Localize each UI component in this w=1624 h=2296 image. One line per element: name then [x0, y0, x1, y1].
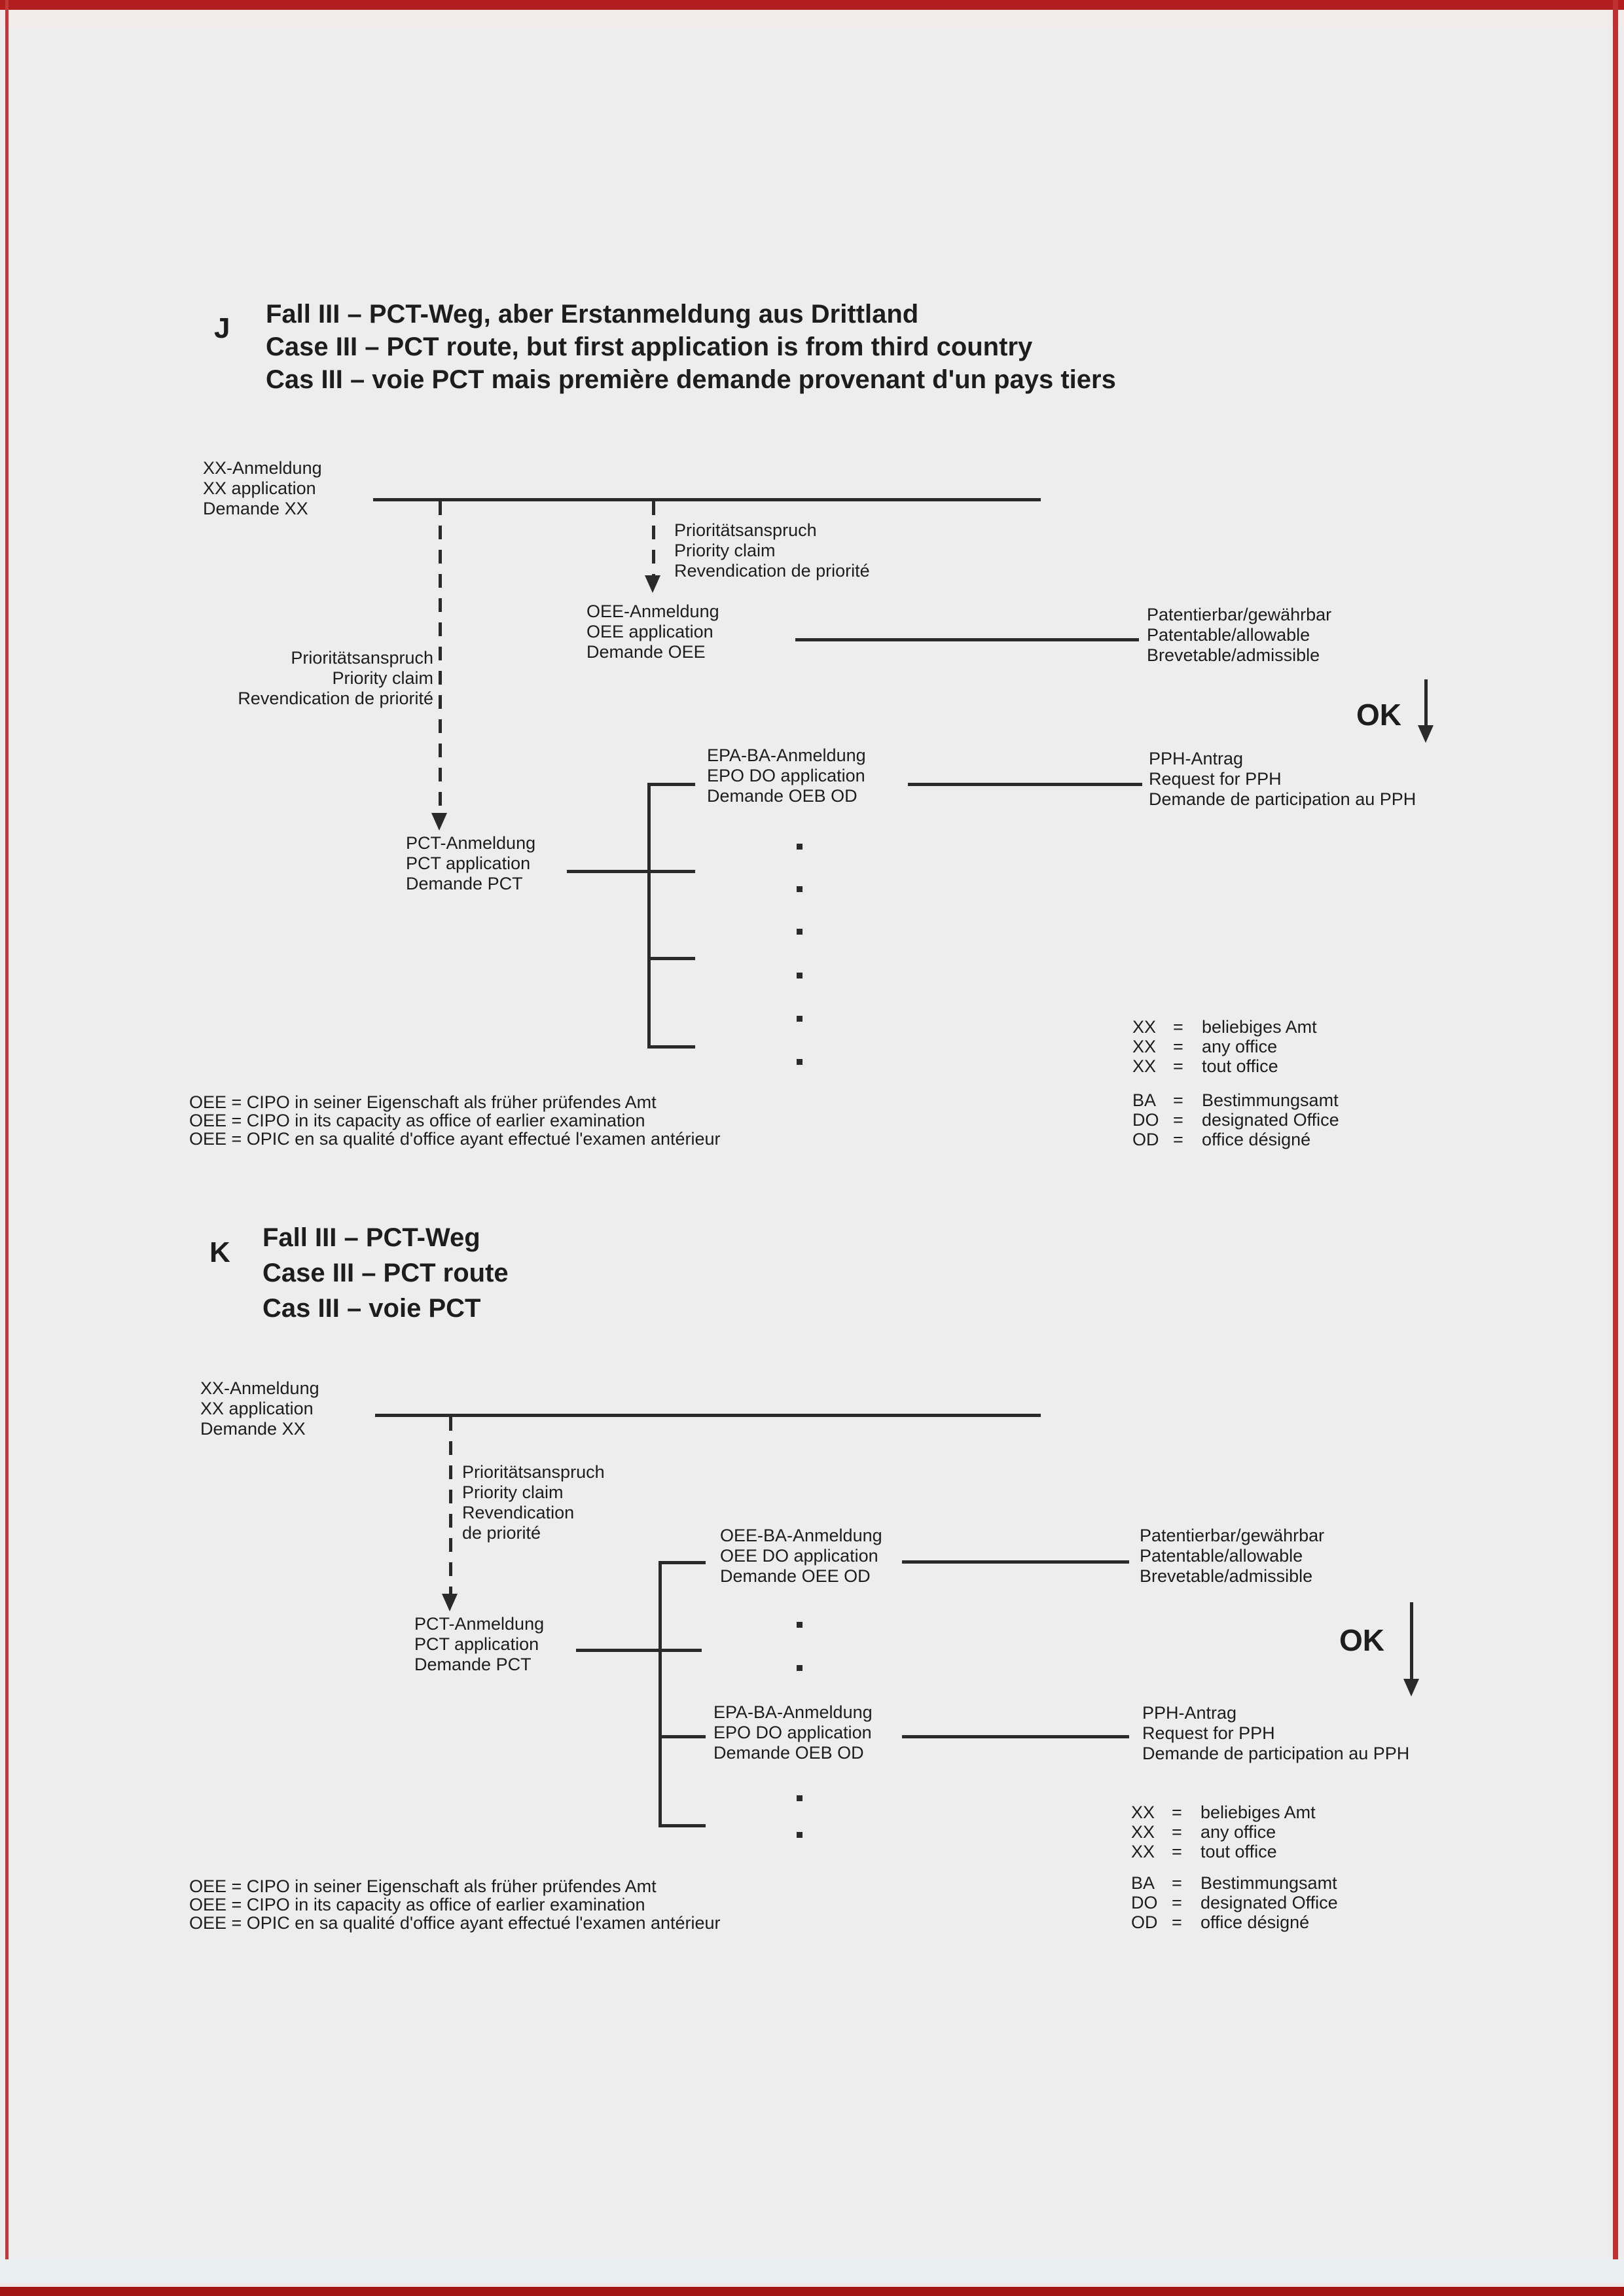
branch-bracket-k [659, 1561, 662, 1827]
branch-tick-top-j [647, 783, 695, 786]
ellipsis-dot [797, 844, 803, 850]
arrow-down-icon [442, 1594, 458, 1611]
branch-tick-bottom-j [647, 1045, 695, 1049]
branch-tick-bottom-k [659, 1824, 706, 1827]
legend-office-j [1132, 1090, 1339, 1149]
ok-arrow-line-j [1424, 679, 1428, 726]
title-line-en: Case III – PCT route [262, 1259, 509, 1287]
label-priority-claim-left-j: Prioritätsanspruch Priority claim Revendication de priorité [238, 648, 433, 708]
arrow-down-icon [431, 813, 447, 831]
ellipsis-dot [797, 1622, 803, 1628]
section-title-j [266, 298, 1116, 396]
ellipsis-dot [797, 973, 803, 978]
ellipsis-dot [797, 1665, 803, 1671]
ellipsis-dot [797, 1016, 803, 1022]
label-oee-ba-application-k: OEE-BA-Anmeldung OEE DO application Demande OEE OD [720, 1526, 882, 1586]
timeline-k [375, 1414, 1041, 1417]
page-border-bottom [0, 2287, 1624, 2296]
label-patentable-j: Patentierbar/gewährbar Patentable/allowable Brevetable/admissible [1147, 605, 1332, 665]
connector-pct-branch-j [567, 870, 695, 873]
label-oee-application-j: OEE-Anmeldung OEE application Demande OEE [586, 601, 719, 662]
arrow-down-icon [1403, 1679, 1419, 1696]
legend-office-k [1131, 1873, 1338, 1932]
ok-arrow-line-k [1410, 1602, 1413, 1680]
scan-strip-bottom [0, 2259, 1624, 2283]
timeline-j [373, 498, 1041, 501]
title-line-fr: Cas III – voie PCT mais première demande provenant d'un pays tiers [266, 365, 1116, 394]
legend-row: OD = office désigné [1132, 1130, 1311, 1149]
connector-pct-branch-k [576, 1649, 702, 1652]
legend-row: XX = tout office [1132, 1056, 1278, 1076]
label-patentable-k: Patentierbar/gewährbar Patentable/allowable Brevetable/admissible [1140, 1526, 1325, 1586]
page-border-left [5, 0, 9, 2296]
branch-tick-mid-k [659, 1735, 706, 1738]
ellipsis-dot [797, 1059, 803, 1065]
arrow-down-icon [645, 575, 660, 593]
label-epa-ba-application-j: EPA-BA-Anmeldung EPO DO application Demande OEB OD [707, 745, 866, 806]
branch-tick-top-k [659, 1561, 706, 1564]
legend-row: XX = beliebiges Amt [1132, 1017, 1317, 1037]
arrow-down-icon [1418, 725, 1434, 743]
page-border-top [0, 0, 1624, 10]
ellipsis-dot [797, 886, 803, 892]
legend-xx-k [1131, 1803, 1316, 1861]
legend-row: XX = tout office [1131, 1842, 1277, 1861]
legend-row: DO = designated Office [1132, 1110, 1339, 1130]
connector-oee-ba-patentable-k [902, 1560, 1129, 1564]
legend-row: DO = designated Office [1131, 1893, 1338, 1912]
connector-epa-pph-k [902, 1735, 1129, 1738]
footnotes-j: OEE = CIPO in seiner Eigenschaft als früher prüfendes Amt OEE = CIPO in its capacity as office of earlier examination OEE = OPIC en sa qualité d'office ayant effectué l'examen antérieur [189, 1092, 721, 1149]
ok-label-j: OK [1356, 698, 1401, 732]
section-letter-k: K [209, 1236, 230, 1268]
title-line-de: Fall III – PCT-Weg [262, 1223, 480, 1252]
ellipsis-dot [797, 1832, 803, 1838]
dashed-priority-line-pct-k [449, 1417, 452, 1596]
title-line-fr: Cas III – voie PCT [262, 1294, 481, 1323]
title-line-de: Fall III – PCT-Weg, aber Erstanmeldung aus Drittland [266, 300, 919, 329]
label-priority-claim-k: Prioritätsanspruch Priority claim Revendication de priorité [462, 1462, 605, 1543]
label-xx-application-j: XX-Anmeldung XX application Demande XX [203, 458, 322, 518]
ellipsis-dot [797, 1795, 803, 1801]
ok-label-k: OK [1339, 1623, 1384, 1657]
label-pph-request-j: PPH-Antrag Request for PPH Demande de participation au PPH [1149, 749, 1416, 809]
label-pct-application-j: PCT-Anmeldung PCT application Demande PCT [406, 833, 536, 893]
section-letter-j: J [214, 312, 230, 344]
footnotes-k: OEE = CIPO in seiner Eigenschaft als früher prüfendes Amt OEE = CIPO in its capacity as office of earlier examination OEE = OPIC en sa qualité d'office ayant effectué l'examen antérieur [189, 1876, 721, 1933]
legend-row: BA = Bestimmungsamt [1132, 1090, 1339, 1110]
label-priority-claim-right-j: Prioritätsanspruch Priority claim Revendication de priorité [674, 520, 870, 581]
legend-xx-j [1132, 1017, 1317, 1076]
label-xx-application-k: XX-Anmeldung XX application Demande XX [200, 1378, 319, 1439]
legend-row: XX = any office [1131, 1822, 1276, 1842]
legend-row: XX = beliebiges Amt [1131, 1803, 1316, 1822]
connector-epa-pph-j [908, 783, 1142, 786]
branch-bracket-j [647, 783, 651, 1049]
connector-oee-patentable-j [795, 638, 1139, 641]
scan-strip-top [0, 10, 1624, 27]
page-border-right [1613, 0, 1618, 2296]
dashed-priority-line-oee-j [652, 501, 655, 577]
section-title-k [262, 1220, 509, 1326]
dashed-priority-line-pct-j [439, 501, 442, 816]
title-line-en: Case III – PCT route, but first application is from third country [266, 332, 1033, 361]
legend-row: XX = any office [1132, 1037, 1278, 1056]
label-pct-application-k: PCT-Anmeldung PCT application Demande PCT [414, 1614, 545, 1674]
label-epa-ba-application-k: EPA-BA-Anmeldung EPO DO application Demande OEB OD [713, 1702, 873, 1763]
label-pph-request-k: PPH-Antrag Request for PPH Demande de participation au PPH [1142, 1703, 1410, 1763]
branch-tick-mid-j [647, 957, 695, 960]
ellipsis-dot [797, 929, 803, 935]
legend-row: BA = Bestimmungsamt [1131, 1873, 1337, 1893]
legend-row: OD = office désigné [1131, 1912, 1310, 1932]
